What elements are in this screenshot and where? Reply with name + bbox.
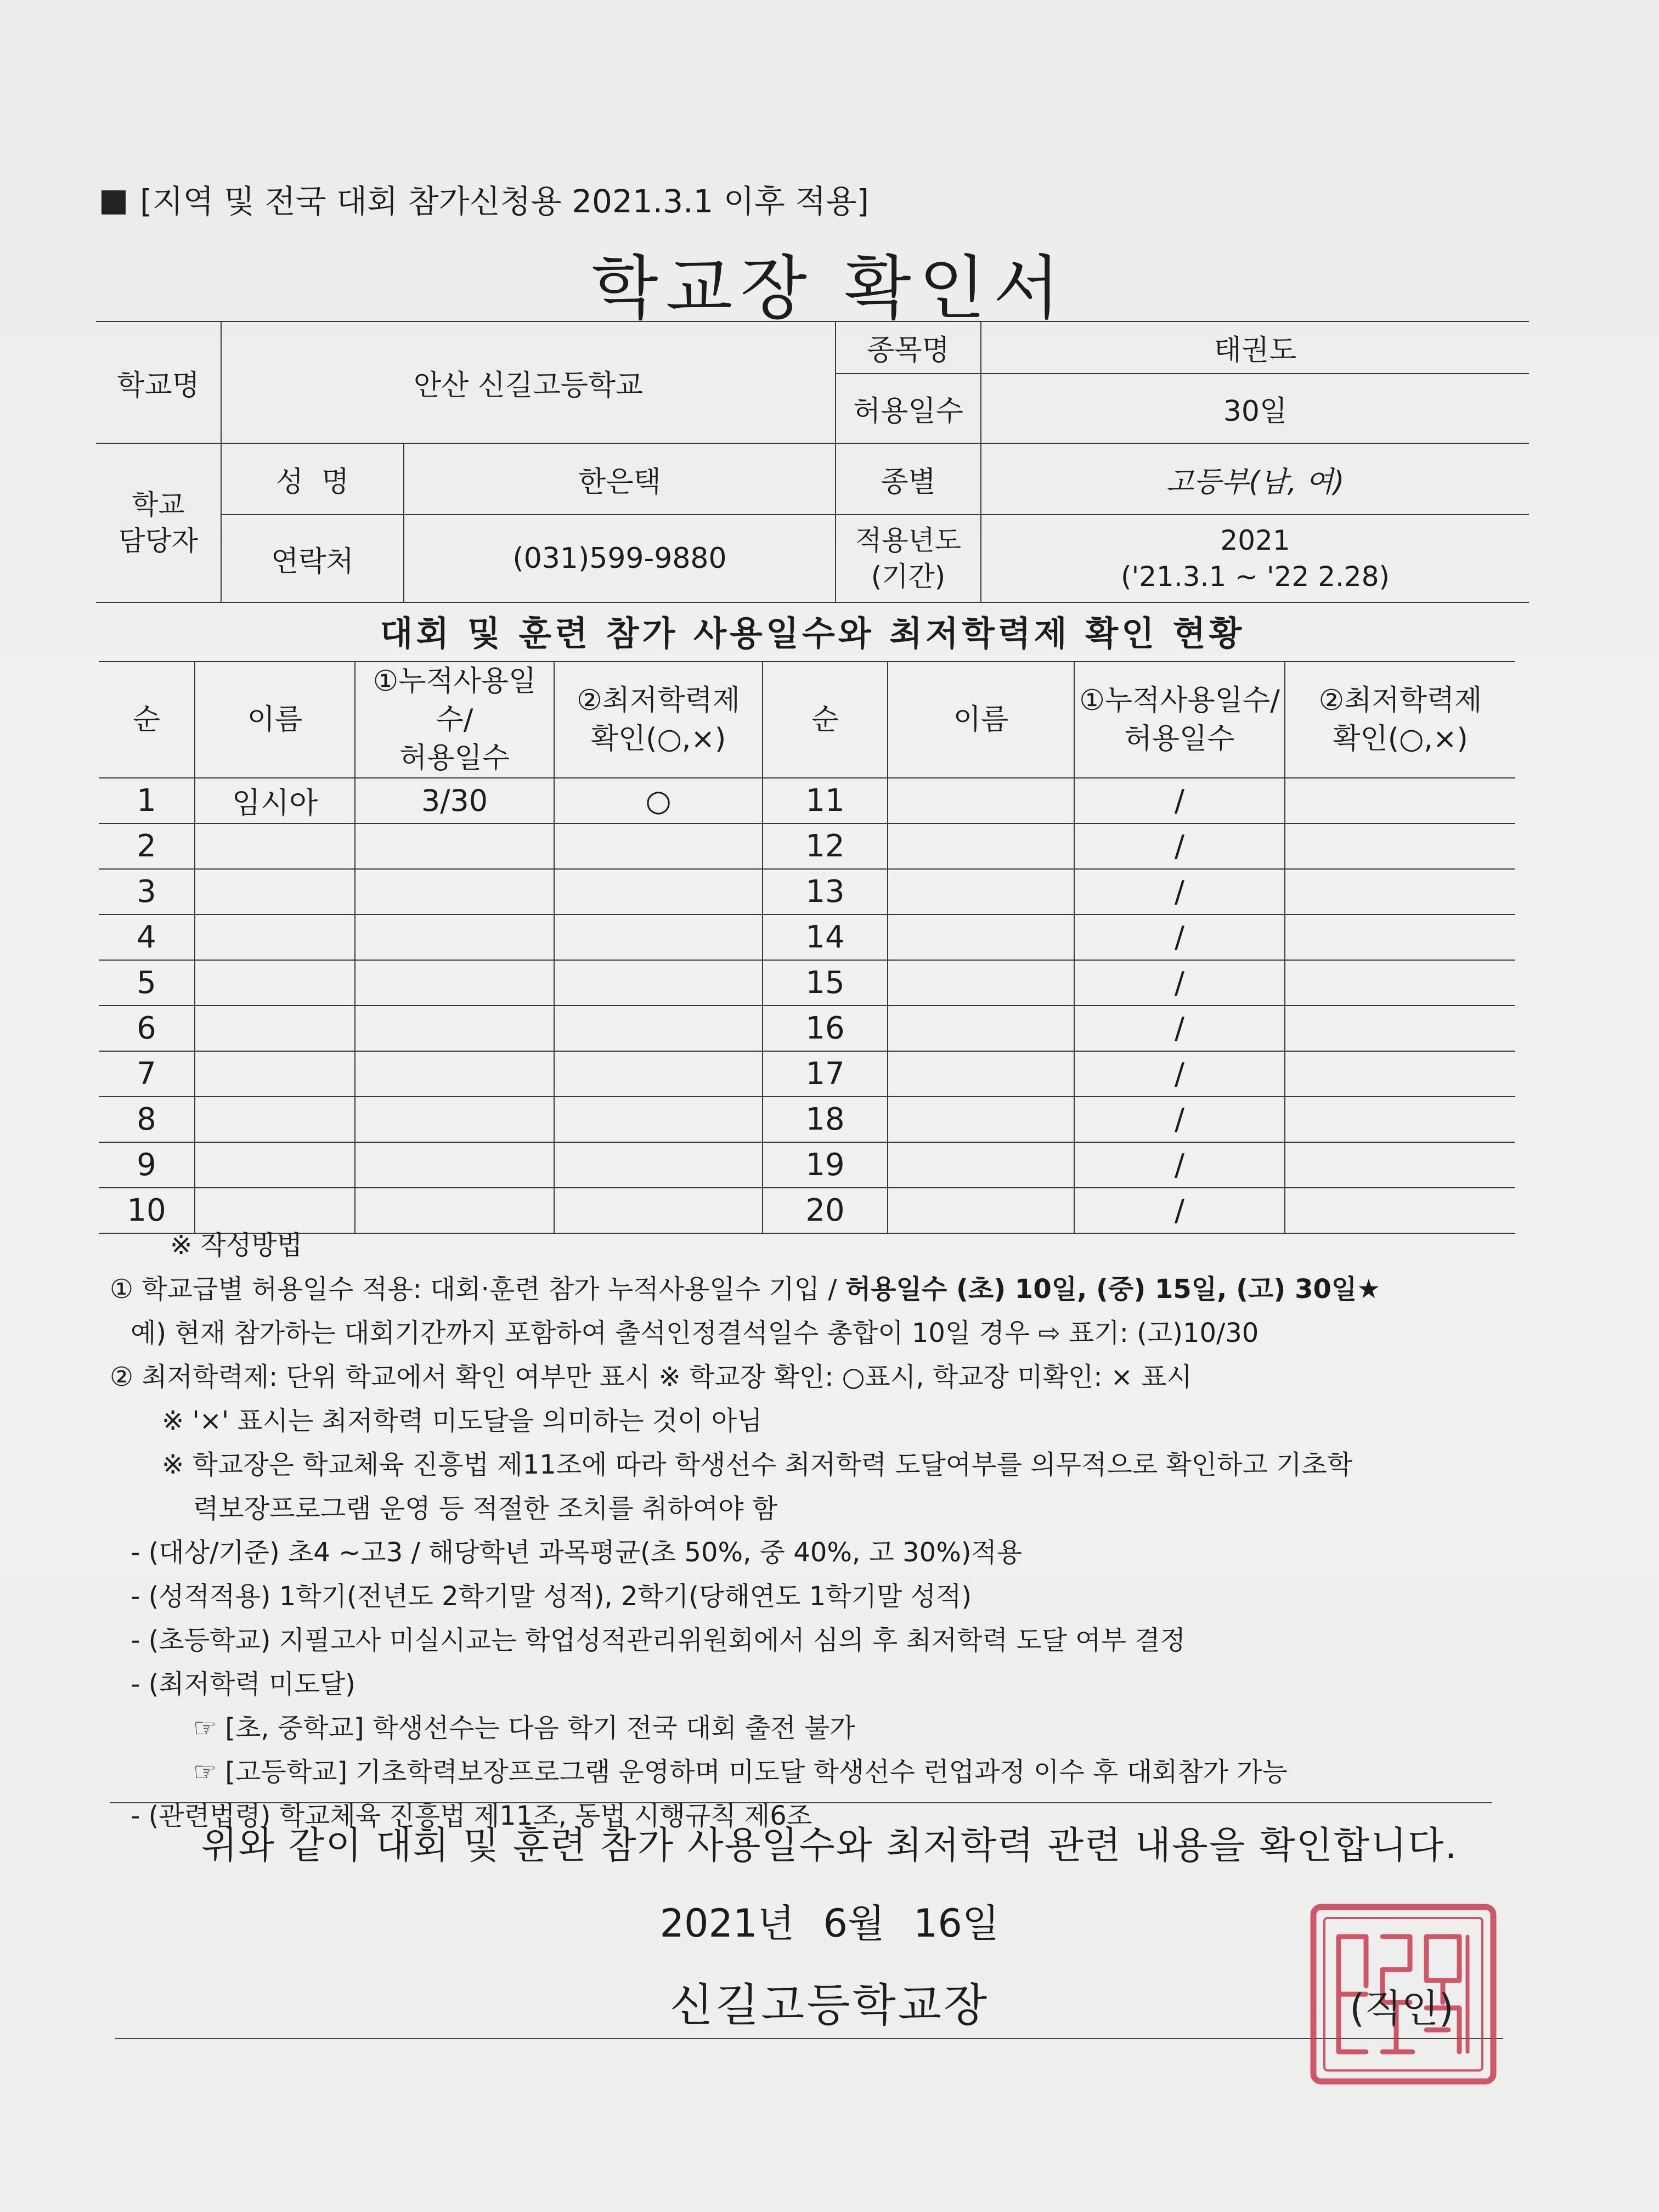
row-name-right — [888, 1142, 1074, 1188]
row-name-left: 임시아 — [195, 778, 355, 823]
guide-line-3: ② 최저학력제: 단위 학교에서 확인 여부만 표시 ※ 학교장 확인: ○표시, 학교장 미확인: × 표시 — [110, 1362, 1192, 1392]
row-check-right — [1285, 778, 1515, 823]
writing-guide — [110, 1223, 1547, 1838]
row-days-right: / — [1074, 1097, 1285, 1142]
table-row — [99, 778, 1515, 823]
row-no-right: 16 — [763, 1006, 888, 1051]
row-days-left — [355, 823, 554, 869]
period-value: 2021 ('21.3.1 ~ '22 2.28) — [981, 515, 1529, 602]
form-header-note: [지역 및 전국 대회 참가신청용 2021.3.1 이후 적용] — [101, 176, 869, 222]
row-days-right: / — [1074, 1142, 1285, 1188]
row-name-right — [888, 1006, 1074, 1051]
row-check-left — [554, 869, 763, 915]
row-check-left — [554, 823, 763, 869]
row-check-right — [1285, 1097, 1515, 1142]
guide-line-11: ☞ [초, 중학교] 학생선수는 다음 학기 전국 대회 출전 불가 — [193, 1713, 855, 1743]
row-no-left: 1 — [99, 778, 195, 823]
row-check-left — [554, 960, 763, 1006]
row-check-left — [554, 1097, 763, 1142]
row-check-right — [1285, 915, 1515, 960]
name-label: 성 명 — [221, 443, 404, 515]
document-title: 학교장 확인서 — [591, 248, 1068, 329]
row-no-left: 8 — [99, 1097, 195, 1142]
roster-subtitle: 대회 및 훈련 참가 사용일수와 최저학력제 확인 현황 — [380, 613, 1245, 653]
row-days-right: / — [1074, 915, 1285, 960]
row-days-left — [355, 915, 554, 960]
row-no-left: 2 — [99, 823, 195, 869]
category-label: 종별 — [836, 443, 981, 515]
row-days-left — [355, 960, 554, 1006]
row-name-left — [195, 1097, 355, 1142]
col-days-right: ①누적사용일수/ 허용일수 — [1074, 662, 1285, 778]
row-no-left: 3 — [99, 869, 195, 915]
row-no-right: 20 — [763, 1188, 888, 1233]
col-no-right: 순 — [763, 662, 888, 778]
row-check-right — [1285, 1006, 1515, 1051]
row-name-left — [195, 915, 355, 960]
row-days-left — [355, 869, 554, 915]
row-no-left: 5 — [99, 960, 195, 1006]
contact-label: 연락처 — [221, 515, 404, 602]
info-table — [96, 321, 1529, 603]
col-no-left: 순 — [99, 662, 195, 778]
guide-line-5: ※ 학교장은 학교체육 진흥법 제11조에 따라 학생선수 최저학력 도달여부를 의무적으로 확인하고 기초학 — [162, 1449, 1353, 1480]
row-check-left — [554, 1051, 763, 1097]
guide-line-10: - (최저학력 미도달) — [131, 1669, 356, 1700]
row-days-left: 3/30 — [355, 778, 554, 823]
guide-line-8: - (성적적용) 1학기(전년도 2학기말 성적), 2학기(당해연도 1학기말 성적) — [131, 1581, 972, 1612]
divider-top — [110, 1802, 1492, 1803]
row-no-right: 12 — [763, 823, 888, 869]
row-name-left — [195, 960, 355, 1006]
guide-line-7: - (대상/기준) 초4 ~고3 / 해당학년 과목평균(초 50%, 중 40%, 고 30%)적용 — [131, 1537, 1023, 1568]
row-check-right — [1285, 1142, 1515, 1188]
row-days-left — [355, 1097, 554, 1142]
row-days-right: / — [1074, 1188, 1285, 1233]
roster-table — [99, 661, 1515, 1234]
row-name-left — [195, 1006, 355, 1051]
event-value: 태권도 — [981, 321, 1529, 374]
guide-heading: ※ 작성방법 — [170, 1230, 302, 1261]
row-days-left — [355, 1051, 554, 1097]
guide-line-2: 예) 현재 참가하는 대회기간까지 포함하여 출석인정결석일수 총합이 10일 경우 ⇨ 표기: (고)10/30 — [131, 1318, 1259, 1348]
divider-bottom — [115, 2038, 1503, 2039]
row-no-right: 13 — [763, 869, 888, 915]
period-label: 적용년도 (기간) — [836, 515, 981, 602]
event-label: 종목명 — [836, 321, 981, 374]
table-row — [99, 1142, 1515, 1188]
table-row — [99, 823, 1515, 869]
row-name-left — [195, 823, 355, 869]
table-row — [99, 1097, 1515, 1142]
row-days-left — [355, 1142, 554, 1188]
guide-line-1: ① 학교급별 허용일수 적용: 대회·훈련 참가 누적사용일수 기입 / 허용일수 (초) 10일, (중) 15일, (고) 30일★ — [110, 1274, 1381, 1305]
school-value: 안산 신길고등학교 — [221, 321, 836, 443]
table-row — [99, 915, 1515, 960]
guide-line-6: 력보장프로그램 운영 등 적절한 조치를 취하여야 함 — [193, 1493, 778, 1524]
row-days-right: / — [1074, 823, 1285, 869]
row-name-right — [888, 1097, 1074, 1142]
row-check-left — [554, 1142, 763, 1188]
row-no-right: 19 — [763, 1142, 888, 1188]
row-check-left — [554, 915, 763, 960]
col-name-left: 이름 — [195, 662, 355, 778]
row-no-left: 4 — [99, 915, 195, 960]
category-value: 고등부(남, 여) — [981, 443, 1529, 515]
table-row — [99, 1006, 1515, 1051]
row-check-left — [554, 1006, 763, 1051]
row-no-left: 10 — [99, 1188, 195, 1233]
row-name-left — [195, 1051, 355, 1097]
seal-label: (직인) — [1350, 1986, 1454, 2031]
row-check-right — [1285, 960, 1515, 1006]
row-check-right — [1285, 823, 1515, 869]
confirmation-statement: 위와 같이 대회 및 훈련 참가 사용일수와 최저학력 관련 내용을 확인합니다. — [201, 1824, 1458, 1867]
guide-line-9: - (초등학교) 지필고사 미실시교는 학업성적관리위원회에서 심의 후 최저학력 도달 여부 결정 — [131, 1625, 1186, 1656]
row-days-right: / — [1074, 1006, 1285, 1051]
row-no-right: 14 — [763, 915, 888, 960]
allowed-days-value: 30일 — [981, 374, 1529, 443]
row-no-right: 17 — [763, 1051, 888, 1097]
row-name-right — [888, 1051, 1074, 1097]
school-label: 학교명 — [96, 321, 221, 443]
row-no-right: 18 — [763, 1097, 888, 1142]
row-check-left: ○ — [554, 778, 763, 823]
row-name-right — [888, 869, 1074, 915]
principal-signature-line: 신길고등학교장 — [669, 1979, 990, 2032]
allowed-days-label: 허용일수 — [836, 374, 981, 443]
row-days-right: / — [1074, 869, 1285, 915]
row-name-right — [888, 778, 1074, 823]
col-name-right: 이름 — [888, 662, 1074, 778]
issue-date: 2021년 6월 16일 — [659, 1901, 1000, 1946]
row-check-right — [1285, 869, 1515, 915]
row-days-left — [355, 1006, 554, 1051]
guide-line-13: - (관련법령) 학교체육 진흥법 제11조, 동법 시행규칙 제6조 — [131, 1801, 812, 1831]
table-row — [99, 960, 1515, 1006]
row-no-right: 11 — [763, 778, 888, 823]
row-name-right — [888, 823, 1074, 869]
row-check-right — [1285, 1051, 1515, 1097]
manager-label: 학교 담당자 — [96, 443, 221, 602]
row-name-left — [195, 1142, 355, 1188]
roster-header-row — [99, 662, 1515, 778]
square-bullet-icon — [101, 190, 126, 215]
table-row — [99, 869, 1515, 915]
row-no-left: 6 — [99, 1006, 195, 1051]
col-check-right: ②최저학력제 확인(○,×) — [1285, 662, 1515, 778]
row-name-left — [195, 869, 355, 915]
guide-line-12: ☞ [고등학교] 기초학력보장프로그램 운영하며 미도달 학생선수 런업과정 이수 후 대회참가 가능 — [193, 1757, 1288, 1787]
guide-line-4: ※ '×' 표시는 최저학력 미도달을 의미하는 것이 아님 — [162, 1406, 763, 1436]
row-days-right: / — [1074, 1051, 1285, 1097]
table-row — [99, 1051, 1515, 1097]
contact-value: (031)599-9880 — [404, 515, 836, 602]
col-check-left: ②최저학력제 확인(○,×) — [554, 662, 763, 778]
col-days-left: ①누적사용일수/ 허용일수 — [355, 662, 554, 778]
row-no-left: 9 — [99, 1142, 195, 1188]
row-name-right — [888, 960, 1074, 1006]
row-no-left: 7 — [99, 1051, 195, 1097]
name-value: 한은택 — [404, 443, 836, 515]
row-name-right — [888, 915, 1074, 960]
row-days-right: / — [1074, 778, 1285, 823]
row-days-right: / — [1074, 960, 1285, 1006]
row-no-right: 15 — [763, 960, 888, 1006]
